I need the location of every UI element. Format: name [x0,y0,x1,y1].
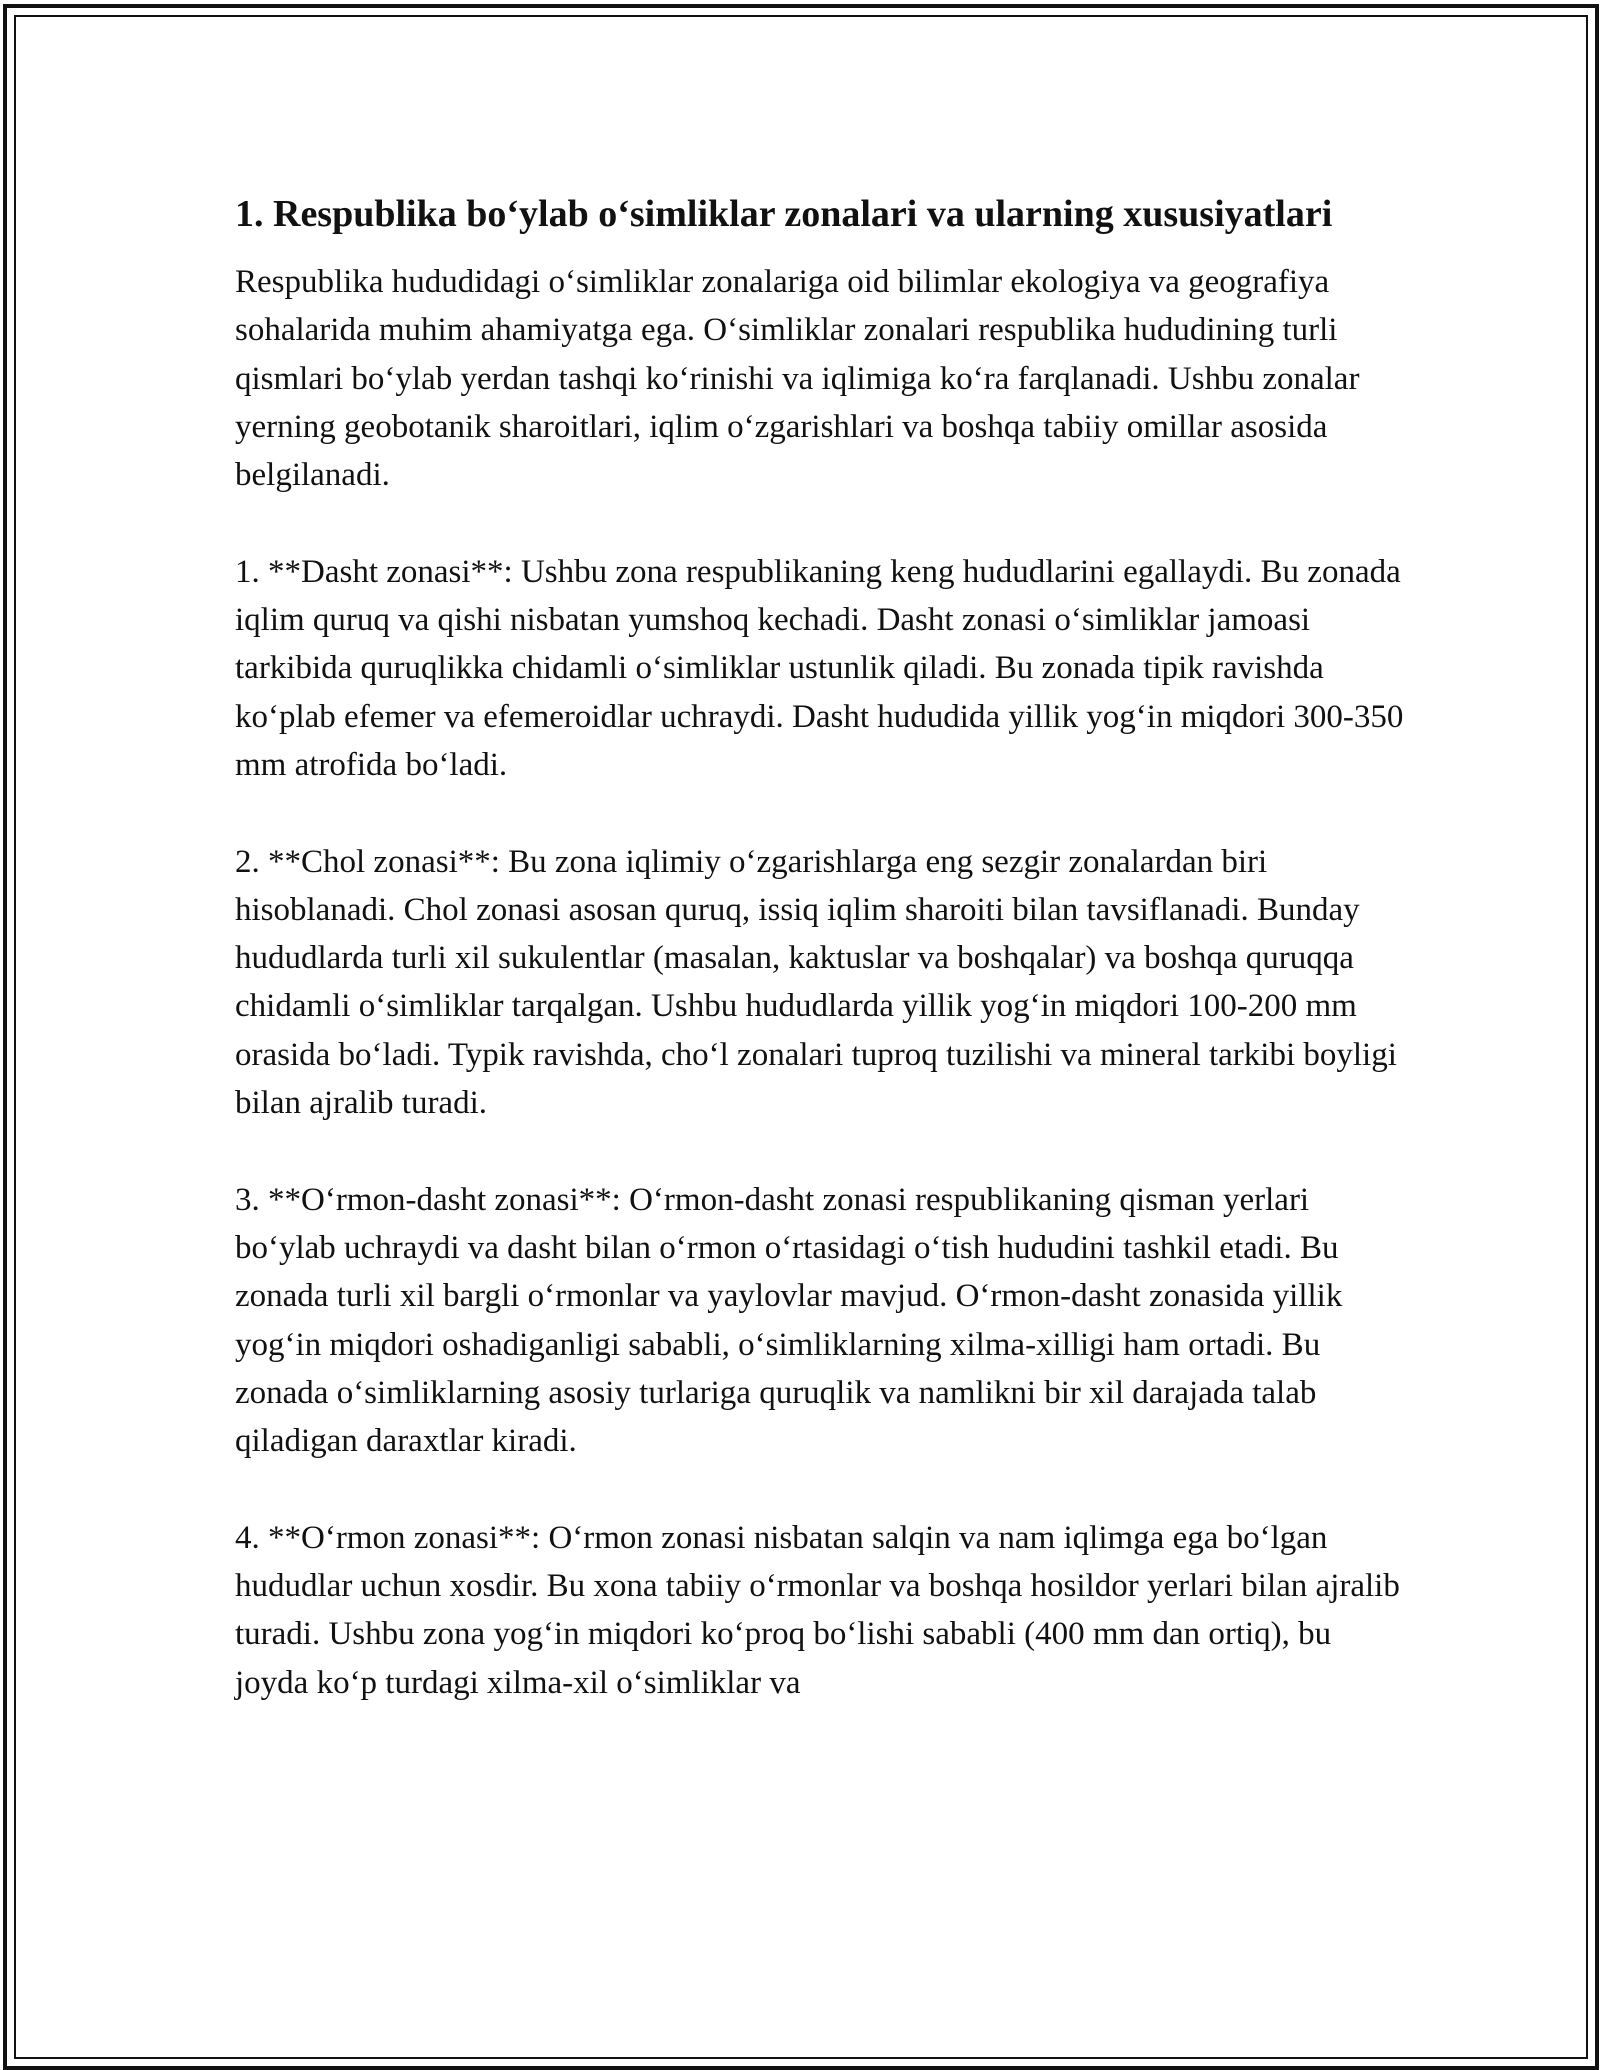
section-heading: 1. Respublika bo‘ylab o‘simliklar zonalari va ularning xususiyatlari [235,193,1333,235]
dasht-zone-paragraph: 1. **Dasht zonasi**: Ushbu zona respublikaning keng hududlarini egallaydi. Bu zonada iqlim quruq va qishi nisbatan yumshoq kechadi. Dasht zonasi o‘simliklar jamoasi tarkibida quruqlikka chidamli o‘simliklar ustunlik qiladi. Bu zonada tipik ravishda ko‘plab efemer va efemeroidlar uchraydi. Dasht hududida yillik yog‘in miqdori 300-350 mm atrofida bo‘ladi. [235,553,1404,783]
ormon-zone-paragraph: 4. **O‘rmon zonasi**: O‘rmon zonasi nisbatan salqin va nam iqlimga ega bo‘lgan hududlar uchun xosdir. Bu xona tabiiy o‘rmonlar va boshqa hosildor yerlari bilan ajralib turadi. Ushbu zona yog‘in miqdori ko‘proq bo‘lishi sababli (400 mm dan ortiq), bu joyda ko‘p turdagi xilma-xil o‘simliklar va [235,1519,1400,1701]
document-body [235,186,1410,1755]
chol-zone-paragraph: 2. **Chol zonasi**: Bu zona iqlimiy o‘zgarishlarga eng sezgir zonalardan biri hisoblanadi. Chol zonasi asosan quruq, issiq iqlim sharoiti bilan tavsiflanadi. Bunday hududlarda turli xil sukulentlar (masalan, kaktuslar va boshqalar) va boshqa quruqqa chidamli o‘simliklar tarqalgan. Ushbu hududlarda yillik yog‘in miqdori 100-200 mm orasida bo‘ladi. Typik ravishda, cho‘l zonalari tuproq tuzilishi va mineral tarkibi boyligi bilan ajralib turadi. [235,843,1397,1122]
ormon-dasht-zone-paragraph: 3. **O‘rmon-dasht zonasi**: O‘rmon-dasht zonasi respublikaning qisman yerlari bo‘ylab uchraydi va dasht bilan o‘rmon o‘rtasidagi o‘tish hududini tashkil etadi. Bu zonada turli xil bargli o‘rmonlar va yaylovlar mavjud. O‘rmon-dasht zonasida yillik yog‘in miqdori oshadiganligi sababli, o‘simliklarning xilma-xilligi ham ortadi. Bu zonada o‘simliklarning asosiy turlariga quruqlik va namlikni bir xil darajada talab qiladigan daraxtlar kiradi. [235,1181,1343,1460]
intro-paragraph: Respublika hududidagi o‘simliklar zonalariga oid bilimlar ekologiya va geografiya sohalarida muhim ahamiyatga ega. O‘simliklar zonalari respublika hududining turli qismlari bo‘ylab yerdan tashqi ko‘rinishi va iqlimiga ko‘ra farqlanadi. Ushbu zonalar yerning geobotanik sharoitlari, iqlim o‘zgarishlari va boshqa tabiiy omillar asosida belgilanadi. [235,264,1360,494]
